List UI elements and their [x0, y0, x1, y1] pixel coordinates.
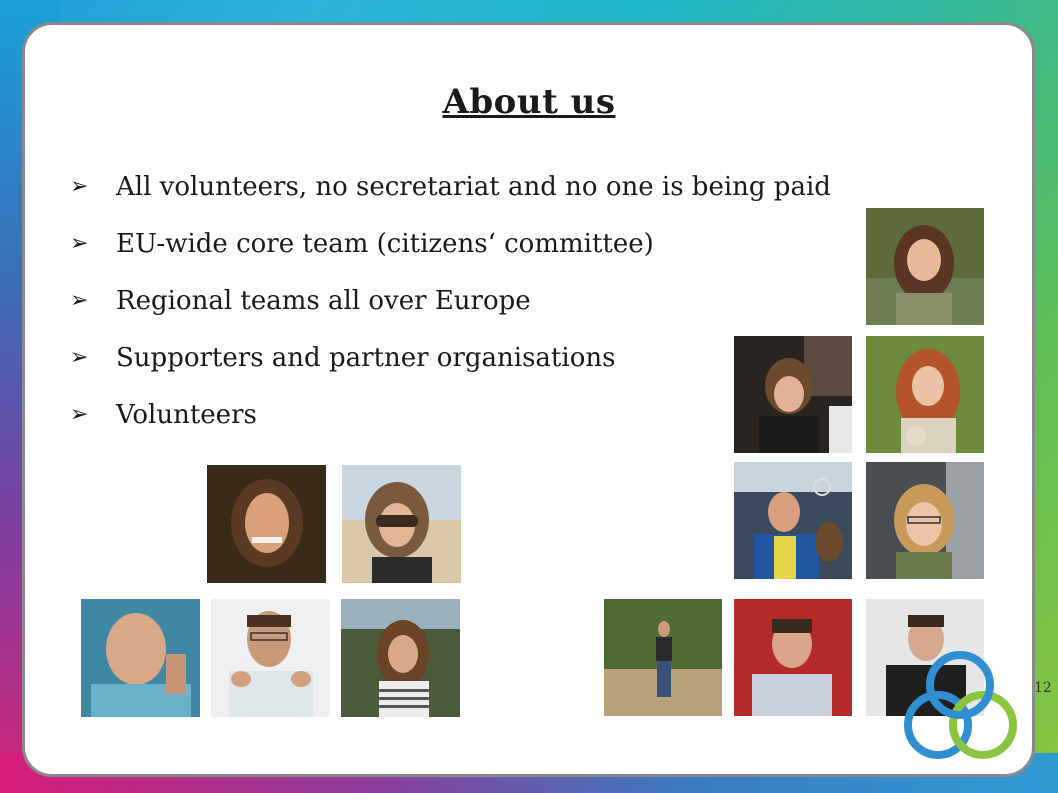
- volunteer-photo: [866, 336, 984, 453]
- volunteer-photo: [207, 465, 326, 583]
- slide-title: About us: [442, 82, 616, 122]
- volunteer-photo: [341, 599, 460, 717]
- volunteer-photo: [866, 208, 984, 325]
- volunteer-photo: [604, 599, 722, 716]
- volunteer-photo: [342, 465, 461, 583]
- volunteer-photo: [866, 462, 984, 579]
- arrow-right-icon: ➢: [70, 288, 89, 313]
- bullet-item: [70, 158, 831, 215]
- volunteer-photo: [734, 336, 852, 453]
- arrow-right-icon: ➢: [70, 345, 89, 370]
- arrow-right-icon: ➢: [70, 231, 89, 256]
- volunteer-photo: [211, 599, 330, 717]
- arrow-right-icon: ➢: [70, 402, 89, 427]
- volunteer-photo: [734, 599, 852, 716]
- page-number: 12: [1034, 680, 1052, 696]
- bullet-item: [70, 215, 831, 272]
- volunteer-photo: [734, 462, 852, 579]
- logo-icon: [898, 640, 1028, 780]
- bullet-text: Volunteers: [116, 399, 257, 430]
- bullet-text: Supporters and partner organisations: [116, 342, 616, 373]
- bullet-text: EU-wide core team (citizens‘ committee): [116, 228, 654, 259]
- bullet-text: All volunteers, no secretariat and no one is being paid: [116, 171, 831, 202]
- bullet-item: [70, 272, 831, 329]
- arrow-right-icon: ➢: [70, 174, 89, 199]
- bullet-list: [70, 158, 831, 443]
- bullet-item: [70, 329, 831, 386]
- volunteer-photo: [81, 599, 200, 717]
- bullet-item: [70, 386, 831, 443]
- bullet-text: Regional teams all over Europe: [116, 285, 531, 316]
